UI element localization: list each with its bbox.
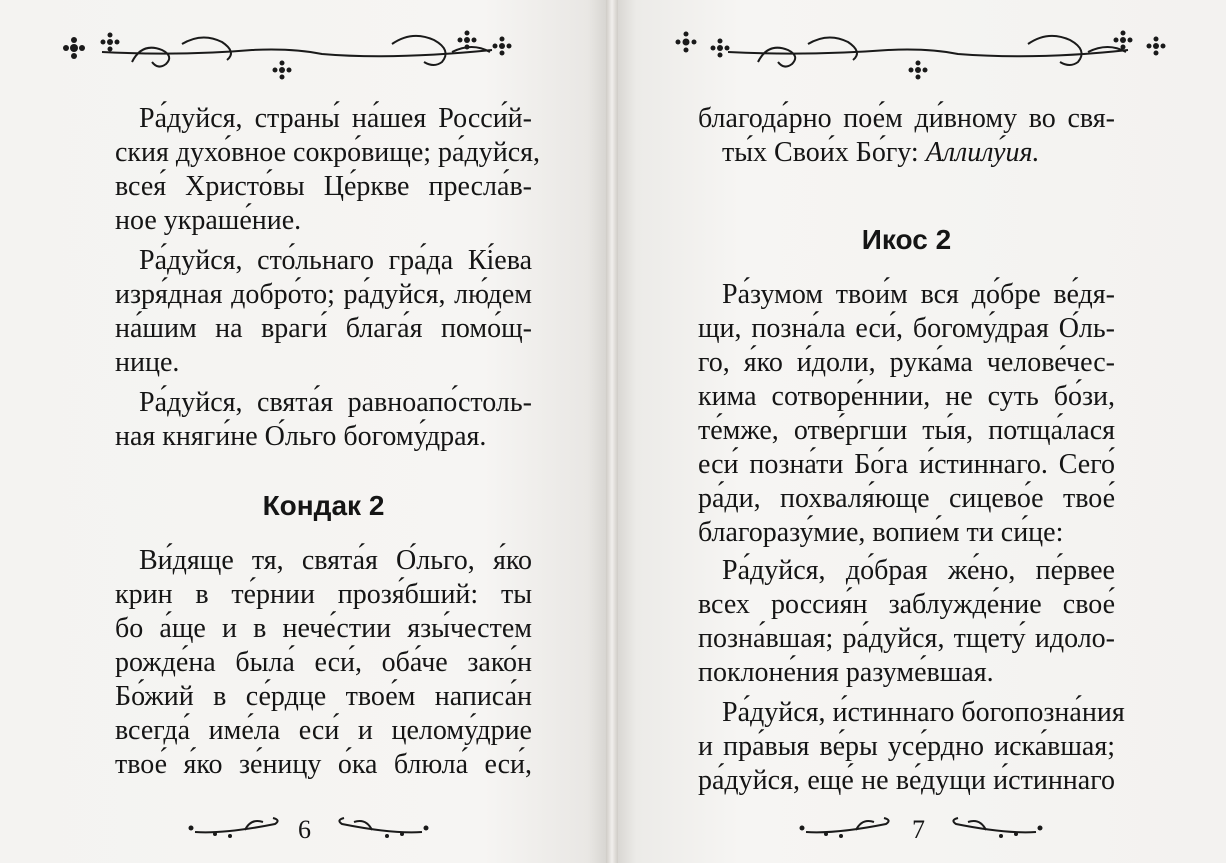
text-line: Ра́зумом твои́м вся до́бре ве́дя- bbox=[722, 279, 1115, 310]
text-line: поклоне́ния разуме́вшая. bbox=[698, 657, 994, 688]
text-line: Ра́дуйся, сто́льнаго гра́да Кі́ева bbox=[139, 245, 532, 276]
floral-ornament-icon bbox=[332, 812, 432, 842]
section-heading: Кондак 2 bbox=[262, 490, 385, 521]
right-page-text bbox=[698, 102, 1125, 798]
book-gutter bbox=[606, 0, 618, 863]
text-line: всея́ Христо́вы Це́ркве пресла́в- bbox=[115, 171, 532, 202]
text-line: всех россия́н заблужде́ние свое́ bbox=[698, 589, 1115, 620]
text-line: всегда́ име́ла еси́ и целому́дрие bbox=[115, 715, 532, 746]
text-line bbox=[698, 136, 1115, 170]
text-line: нице. bbox=[115, 347, 180, 378]
floral-ornament-icon bbox=[185, 812, 285, 842]
text-line: Ви́дяще тя, свята́я О́льго, я́ко bbox=[139, 545, 532, 576]
text-line: ра́ди, похваля́юще сицево́е твое́ bbox=[698, 483, 1115, 514]
text-line: еси́ позна́ти Бо́га и́стиннаго. Сего́ bbox=[698, 449, 1115, 480]
floral-ornament-icon bbox=[62, 22, 527, 82]
text-line: ная княги́не О́льго богому́драя. bbox=[115, 421, 487, 452]
text-line: ра́дуйся, еще́ не ве́дущи и́стиннаго bbox=[698, 765, 1115, 796]
alleluia-text: Аллилу́ия. bbox=[925, 137, 1040, 168]
section-heading: Икос 2 bbox=[861, 224, 952, 255]
text-line: на́шим на враги́ блага́я помо́щ- bbox=[115, 313, 532, 344]
text-line: Ра́дуйся, страны́ на́шея Росси́й- bbox=[139, 103, 532, 134]
text-line: рожде́на была́ еси́, оба́че зако́н bbox=[115, 647, 532, 678]
left-page-text bbox=[115, 102, 541, 782]
page-number: 7 bbox=[912, 815, 925, 844]
floral-ornament-icon bbox=[668, 22, 1168, 82]
text-line: изря́дная добро́то; ра́дуйся, лю́дем bbox=[115, 279, 532, 310]
text-line: и пра́выя ве́ры усе́рдно иска́вшая; bbox=[698, 731, 1115, 762]
text-line: благода́рно пое́м ди́вному во свя- bbox=[698, 103, 1115, 134]
text-line: Бо́жий в се́рдце твое́м написа́н bbox=[115, 681, 532, 712]
text-line: Ра́дуйся, свята́я равноапо́столь- bbox=[139, 387, 532, 418]
text-line: Ра́дуйся, до́брая же́но, пе́рвее bbox=[722, 555, 1115, 586]
text-line: те́мже, отве́ргши ты́я, потща́лася bbox=[698, 415, 1115, 446]
text-fragment: ты́х Свои́х Бо́гу: bbox=[722, 137, 919, 168]
text-line: ное украше́ние. bbox=[115, 205, 302, 236]
text-line: ския духо́вное сокро́вище; ра́дуйся, bbox=[115, 137, 541, 168]
text-line: щи, позна́ла еси́, богому́драя О́ль- bbox=[698, 313, 1115, 344]
text-line: твое́ я́ко зе́ницу о́ка блюла́ еси́, bbox=[115, 749, 532, 780]
page-number: 6 bbox=[298, 815, 311, 844]
text-line: го, я́ко и́доли, рука́ма челове́чес- bbox=[698, 347, 1115, 378]
text-line: позна́вшая; ра́дуйся, тщету́ идоло- bbox=[698, 623, 1115, 654]
right-page bbox=[618, 0, 1226, 863]
left-page bbox=[0, 0, 606, 863]
text-line: кима сотворе́ннии, не суть бо́зи, bbox=[698, 381, 1115, 412]
floral-ornament-icon bbox=[796, 812, 896, 842]
text-line: Ра́дуйся, и́стиннаго богопозна́ния bbox=[722, 697, 1125, 728]
text-line: крин в те́рнии прозя́бший: ты bbox=[115, 579, 532, 610]
floral-ornament-icon bbox=[946, 812, 1046, 842]
text-line: бо а́ще и в нече́стии язы́честем bbox=[115, 613, 532, 644]
text-line: благоразу́мие, вопие́м ти си́це: bbox=[698, 517, 1064, 548]
